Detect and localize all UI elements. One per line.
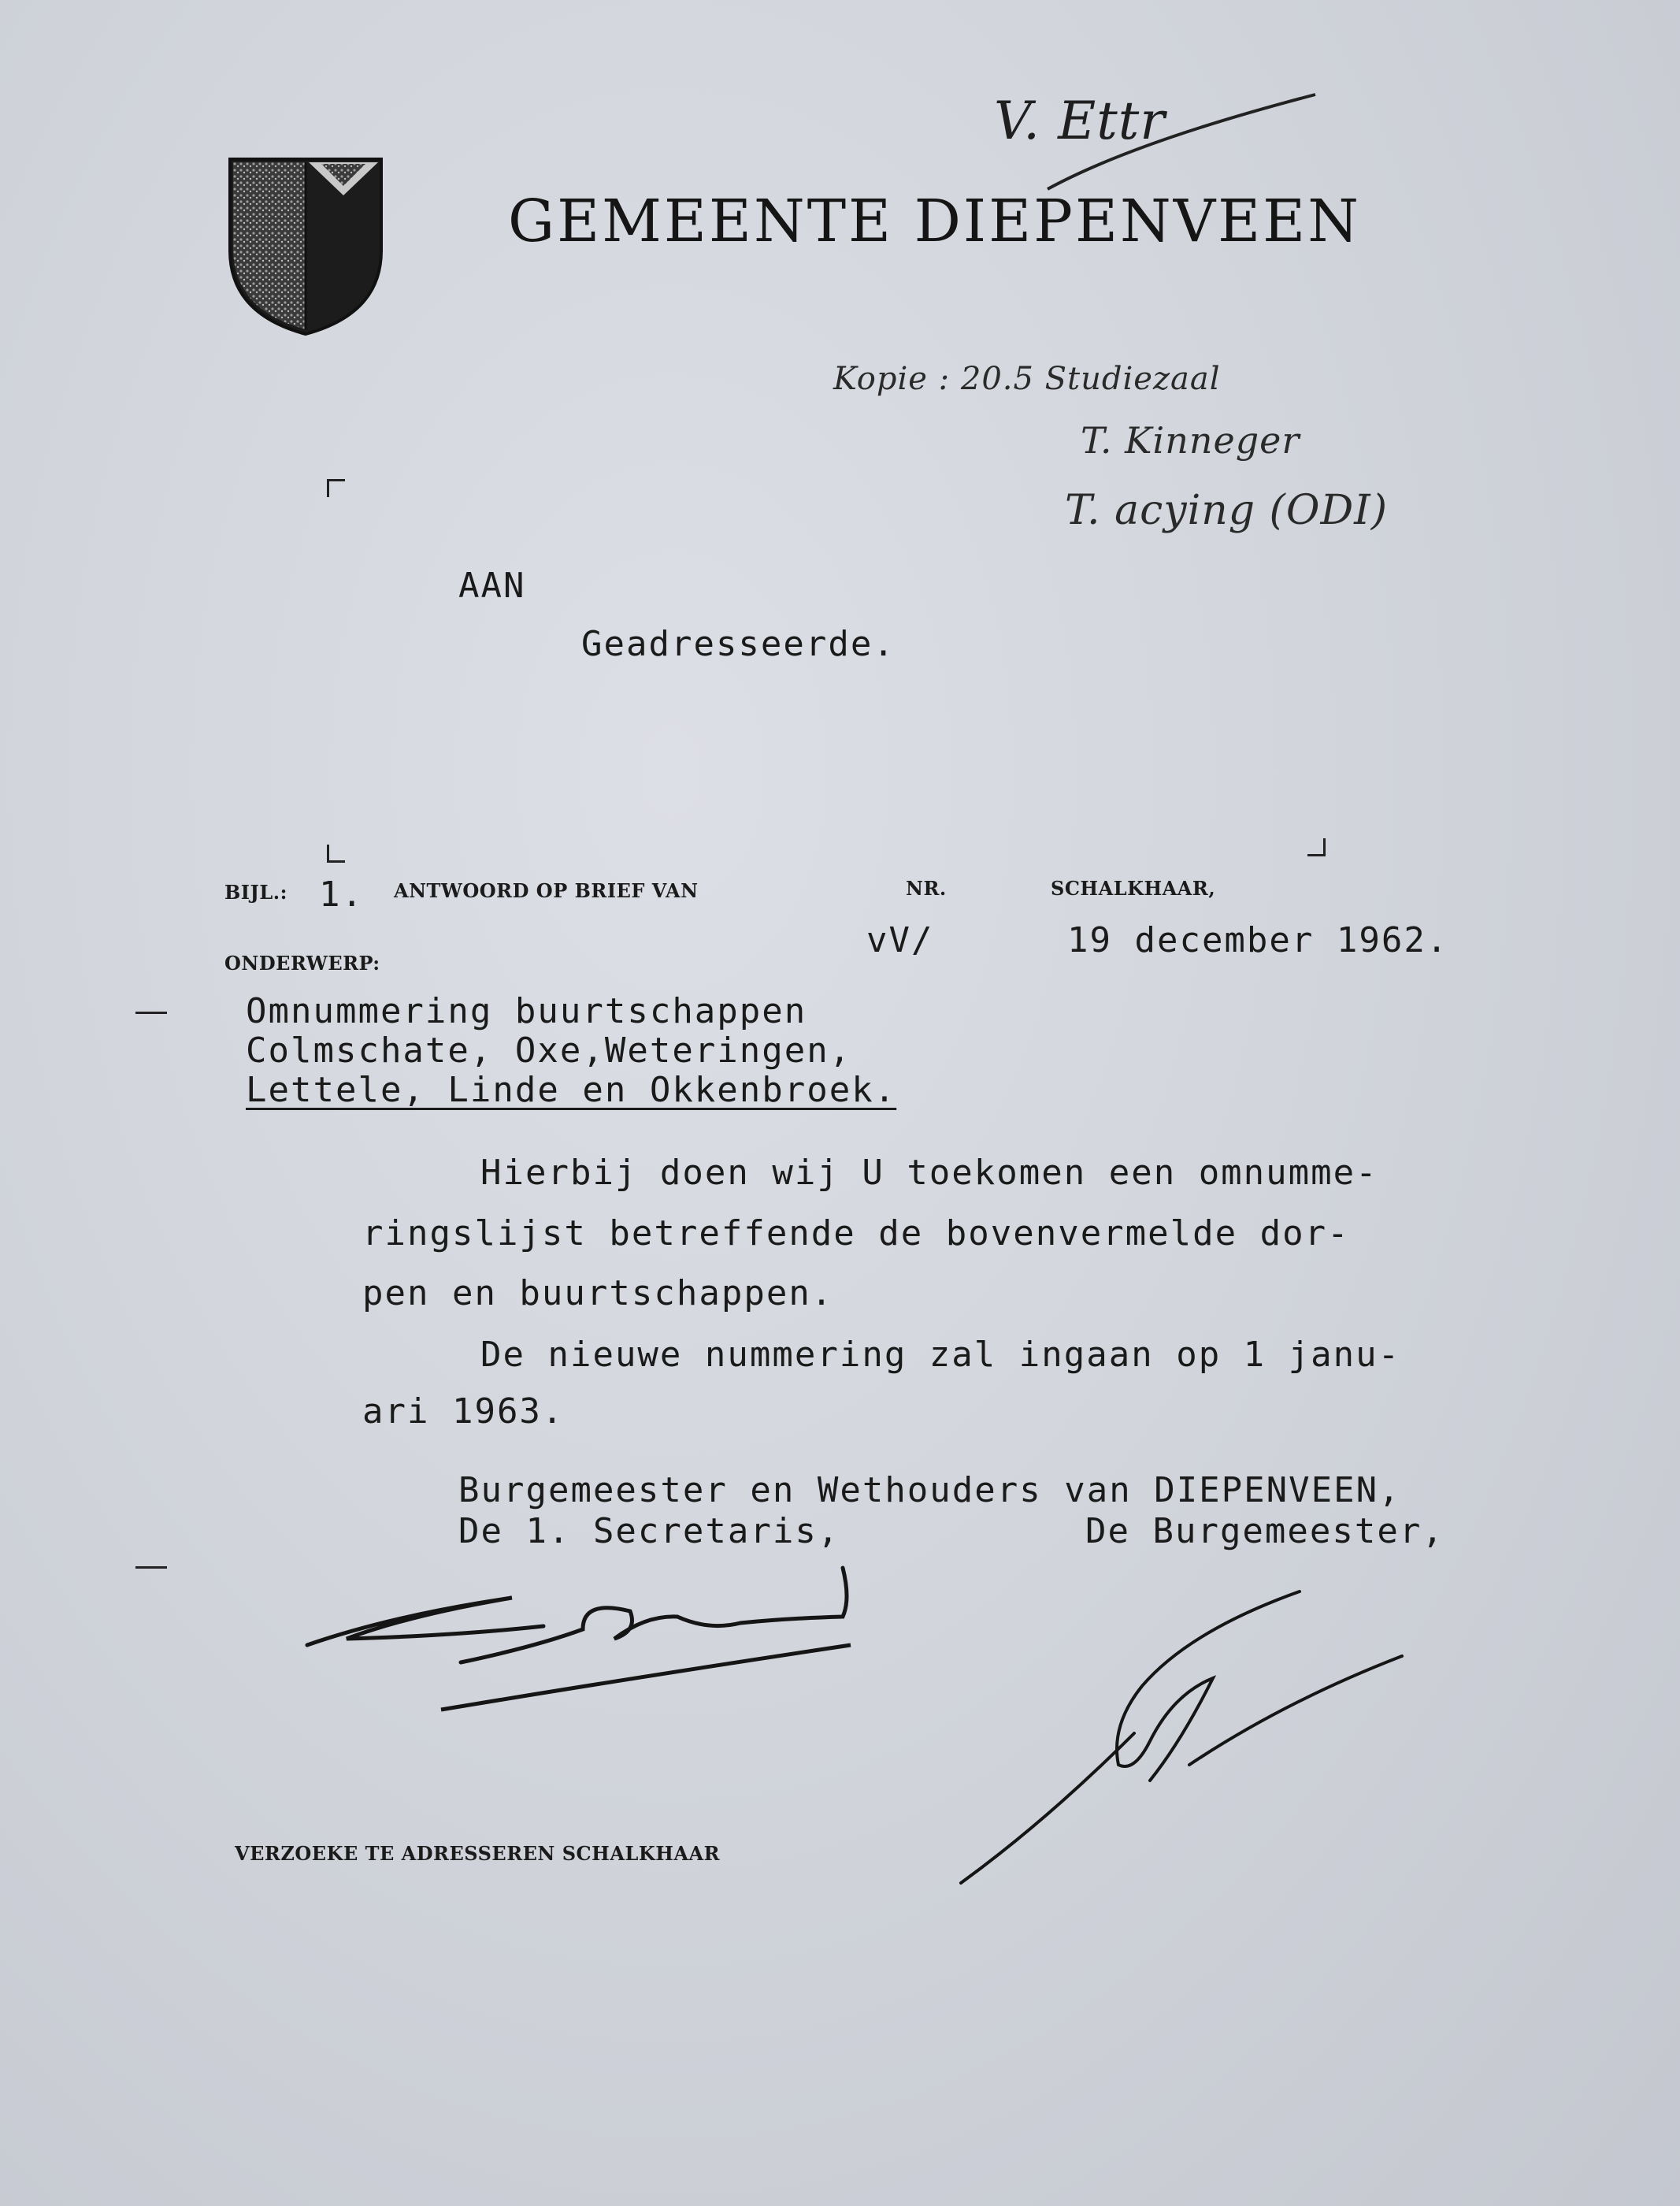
bijl-label: BIJL.: [224,881,287,904]
subject-line2: Colmschate, Oxe,Weteringen, [246,1031,852,1071]
bijl-value: 1. [319,875,364,915]
subject-line3: Lettele, Linde en Okkenbroek. [246,1070,897,1110]
antwoord-label: ANTWOORD OP BRIEF VAN [394,879,699,902]
place-label: SCHALKHAAR, [1051,877,1216,900]
date-value: 19 december 1962. [1067,920,1449,960]
handwritten-kopie-line2: T. Kinneger [1081,419,1300,462]
address-crop-mark-top-left [327,479,345,497]
municipal-coat-of-arms-icon [227,156,384,337]
nr-label: NR. [906,877,947,900]
handwritten-initials: V. Ettr [994,91,1166,151]
fold-mark-lower [135,1566,167,1569]
secretary-signature [299,1568,866,1725]
handwritten-kopie-line3: T. acying (ODI) [1065,487,1388,534]
body-p2-line1: De nieuwe nummering zal ingaan op 1 janu- [480,1335,1401,1375]
closing-line1: Burgemeester en Wethouders van DIEPENVEEN, [458,1470,1401,1510]
subject-line1: Omnummering buurtschappen [246,991,807,1031]
closing-mayor: De Burgemeester, [1085,1511,1445,1551]
nr-value: vV/ [866,920,934,960]
handwritten-kopie-line1: Kopie : 20.5 Studiezaal [833,361,1221,397]
mayor-signature [953,1584,1410,1899]
address-addressee: Geadresseerde. [581,624,896,664]
address-crop-mark-bottom-right [1307,838,1326,856]
address-crop-mark-bottom-left [327,845,345,863]
body-p1-line3: pen en buurtschappen. [362,1273,834,1313]
address-aan: AAN [458,566,526,606]
body-p2-line2: ari 1963. [362,1391,565,1432]
body-p1-line1: Hierbij doen wij U toekomen een omnumme- [480,1153,1378,1193]
closing-secretary: De 1. Secretaris, [458,1511,840,1551]
onderwerp-label: ONDERWERP: [224,952,380,975]
footer-note: VERZOEKE TE ADRESSEREN SCHALKHAAR [235,1842,721,1865]
letterhead-title: GEMEENTE DIEPENVEEN [508,188,1361,255]
strikethrough-scribble [1040,87,1323,197]
fold-mark-upper [135,1012,167,1014]
body-p1-line2: ringslijst betreffende de bovenvermelde dor- [362,1213,1350,1253]
